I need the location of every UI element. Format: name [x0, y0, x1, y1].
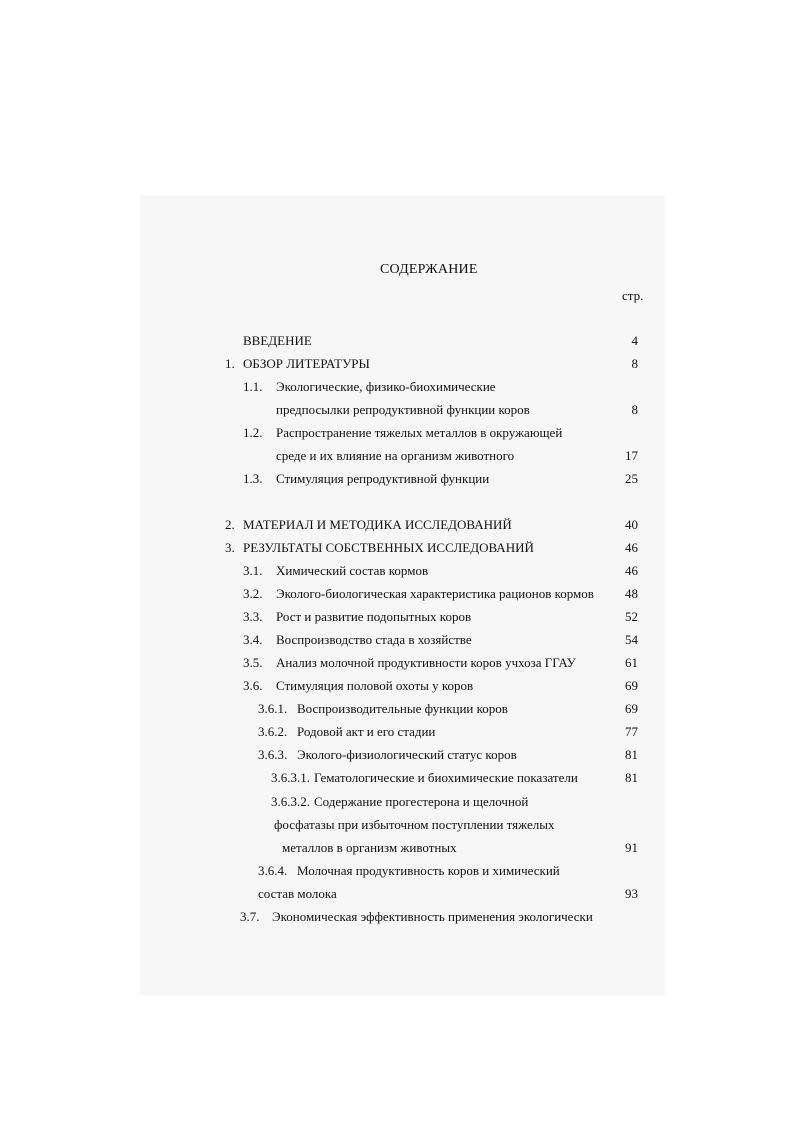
toc-entry-1: ОБЗОР ЛИТЕРАТУРЫ [243, 356, 370, 371]
toc-entry-3-6-3-2-cont: фосфатазы при избыточном поступлении тяжелых [274, 817, 555, 832]
toc-num-3-6-3-1: 3.6.3.1. [271, 770, 310, 785]
toc-num-3-3: 3.3. [243, 609, 263, 624]
toc-num-3-6-2: 3.6.2. [258, 724, 288, 739]
toc-page-3-1: 46 [625, 563, 638, 578]
toc-entry-1-2-cont: среде и их влияние на организм животного [276, 448, 515, 463]
toc-num-3-6-4: 3.6.4. [258, 863, 288, 878]
toc-entry-1-2: Распространение тяжелых металлов в окружающей [276, 425, 563, 440]
toc-page-3-6-3: 81 [625, 747, 638, 762]
toc-entry-3-4: Воспроизводство стада в хозяйстве [276, 632, 472, 647]
toc-entry-3-1: Химический состав кормов [276, 563, 429, 578]
toc-num-1: 1. [225, 356, 235, 371]
toc-page-3-2: 48 [625, 586, 638, 601]
toc-page-3-6-2: 77 [625, 724, 638, 739]
page-column-label: стр. [622, 288, 644, 303]
toc-page-3-5: 61 [625, 655, 638, 670]
toc-entry-3-6-4: Молочная продуктивность коров и химический [297, 863, 560, 878]
toc-num-3-1: 3.1. [243, 563, 263, 578]
toc-num-3-2: 3.2. [243, 586, 263, 601]
toc-entry-3-7: Экономическая эффективность применения экологически [272, 909, 593, 924]
toc-entry-3-3: Рост и развитие подопытных коров [276, 609, 472, 624]
toc-page-1-2: 17 [625, 448, 638, 463]
toc-entry-intro: ВВЕДЕНИЕ [243, 333, 312, 348]
toc-entry-3-5: Анализ молочной продуктивности коров учхоза ГГАУ [276, 655, 576, 670]
toc-num-3-6-3-2: 3.6.3.2. [271, 794, 310, 809]
toc-entry-2: МАТЕРИАЛ И МЕТОДИКА ИССЛЕДОВАНИЙ [243, 517, 512, 532]
toc-entry-3-6: Стимуляция половой охоты у коров [276, 678, 474, 693]
toc-entry-3-6-2: Родовой акт и его стадии [297, 724, 436, 739]
toc-entry-3-6-3: Эколого-физиологический статус коров [297, 747, 517, 762]
toc-page-intro: 4 [631, 333, 638, 348]
toc-page-3-6-3-2: 91 [625, 840, 638, 855]
toc-entry-3-6-3-2-cont2: металлов в организм животных [282, 840, 457, 855]
page-title: СОДЕРЖАНИЕ [380, 262, 478, 277]
toc-entry-1-3: Стимуляция репродуктивной функции [276, 471, 490, 486]
toc-page-3-6-1: 69 [625, 701, 638, 716]
toc-entry-3-6-4-cont: состав молока [258, 886, 337, 901]
toc-page-1-3: 25 [625, 471, 638, 486]
toc-page-3-3: 52 [625, 609, 638, 624]
toc-page-3: 46 [625, 540, 638, 555]
toc-entry-1-1: Экологические, физико-биохимические [276, 379, 496, 394]
toc-num-3-6-3: 3.6.3. [258, 747, 288, 762]
toc-num-1-2: 1.2. [243, 425, 263, 440]
toc-entry-3: РЕЗУЛЬТАТЫ СОБСТВЕННЫХ ИССЛЕДОВАНИЙ [243, 540, 534, 555]
toc-entry-3-2: Эколого-биологическая характеристика рационов кормов [276, 586, 594, 601]
toc-page-1: 8 [631, 356, 638, 371]
toc-num-3-4: 3.4. [243, 632, 263, 647]
toc-num-2: 2. [225, 517, 235, 532]
toc-num-1-1: 1.1. [243, 379, 263, 394]
toc-page-3-6-4: 93 [625, 886, 638, 901]
toc-page-3-6: 69 [625, 678, 638, 693]
toc-entry-3-6-3-2: Содержание прогестерона и щелочной [314, 794, 529, 809]
toc-num-3-7: 3.7. [240, 909, 260, 924]
toc-num-3-6: 3.6. [243, 678, 263, 693]
toc-num-1-3: 1.3. [243, 471, 263, 486]
toc-entry-1-1-cont: предпосылки репродуктивной функции коров [276, 402, 530, 417]
toc-num-3-5: 3.5. [243, 655, 263, 670]
toc-page-2: 40 [625, 517, 638, 532]
toc-num-3-6-1: 3.6.1. [258, 701, 288, 716]
toc-num-3: 3. [225, 540, 235, 555]
toc-page-3-4: 54 [625, 632, 638, 647]
toc-entry-3-6-1: Воспроизводительные функции коров [297, 701, 508, 716]
toc-entry-3-6-3-1: Гематологические и биохимические показатели [314, 770, 578, 785]
toc-page-3-6-3-1: 81 [625, 770, 638, 785]
toc-page-1-1: 8 [631, 402, 638, 417]
